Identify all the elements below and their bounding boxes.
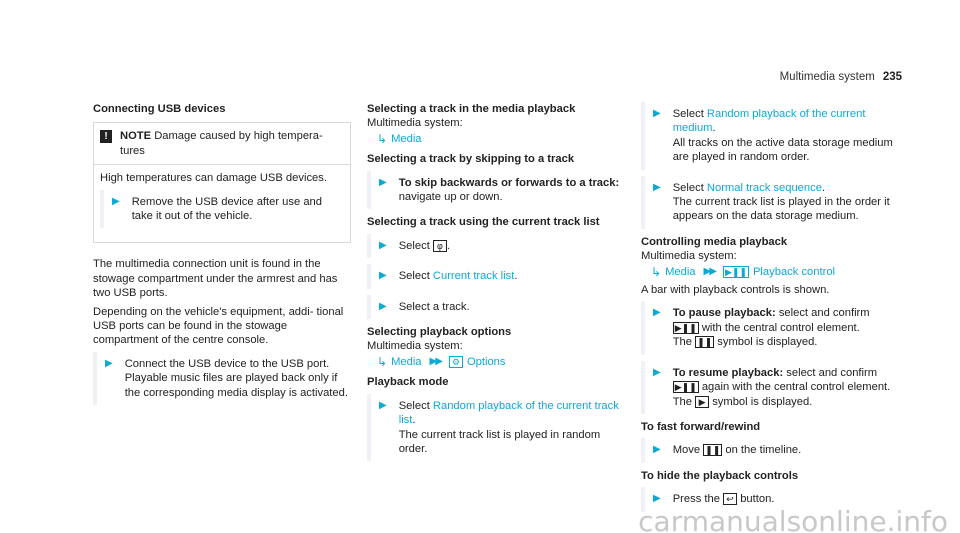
step-normal-sequence (641, 176, 901, 229)
warning-icon: ! (100, 130, 112, 143)
step-select-current-list (367, 264, 625, 288)
step-select-search-text: Select φ . (398, 239, 451, 252)
step-arrow-icon: ▶ (112, 195, 120, 207)
step-random-list (367, 394, 625, 462)
paragraph-connection-unit: The multimedia connection unit is found in the stowage compartment under the armrest and has two USB ports. (93, 258, 338, 300)
search-icon[interactable]: φ (433, 240, 447, 252)
back-icon[interactable]: ↩ (723, 493, 737, 505)
step-random-medium (641, 102, 901, 170)
system-label: Multimedia system: (367, 117, 463, 130)
step-arrow-icon: ▶ (653, 366, 661, 378)
note-heading (120, 129, 344, 158)
heading-controlling-playback: Controlling media playback (641, 235, 788, 248)
step-skip-text (399, 176, 625, 205)
pause-icon[interactable]: ❚❚ (705, 445, 721, 456)
step-resume-b: again with the central control element. (701, 381, 891, 394)
step-move-a: Move (672, 444, 701, 457)
step-pause-d: symbol is displayed. (717, 336, 818, 349)
step-random-medium-desc: All tracks on the active data storage medium are played in random order. (672, 136, 893, 164)
paragraph-controls-shown: A bar with playback controls is shown. (641, 284, 830, 297)
path-arrow-icon: ↳ (377, 354, 388, 369)
step-arrow-icon: ▶ (379, 300, 387, 312)
step-arrow-icon: ▶ (105, 357, 113, 369)
column-1 (93, 102, 351, 411)
play-pause-icon[interactable]: ▶❚❚ (724, 266, 747, 277)
step-resume-text (673, 366, 891, 409)
step-resume-d: symbol is displayed. (712, 395, 813, 408)
step-connect-text: Connect the USB device to the USB port. Playable music files are played back only if the corresponding media display is activated. (124, 357, 348, 399)
step-select-word: Select (398, 399, 430, 412)
step-skip (367, 171, 625, 210)
step-select-word: Select (398, 239, 430, 252)
step-resume (641, 361, 901, 414)
step-select-word: Select (672, 108, 704, 120)
play-pause-icon[interactable]: ▶❚❚ (674, 322, 697, 333)
page-header (780, 70, 902, 84)
heading-playback-mode: Playback mode (367, 376, 449, 389)
section-title: Multimedia system (779, 71, 875, 83)
column-3 (641, 102, 901, 518)
path-media-link[interactable]: Media (391, 355, 422, 368)
note-title: Damage caused by high tempera- tures (120, 130, 323, 157)
step-arrow-icon: ▶ (653, 108, 661, 119)
note-body: High temperatures can damage USB devices. (100, 172, 327, 185)
step-normal-sequence-desc: The current track list is played in the order it appears on the data storage medium. (672, 196, 890, 223)
step-select-search (367, 234, 625, 258)
random-playback-medium-link[interactable]: Random playback of the current medium (672, 108, 866, 135)
step-resume-bold: To resume playback: (672, 366, 784, 379)
step-random-list-text: Select Random playback of the current track list. The current track list is played in random order. (398, 399, 619, 455)
step-normal-sequence-text: Select Normal track sequence. The current track list is played in the order it appears on the data storage medium. (672, 181, 890, 223)
step-arrow-icon: ▶ (379, 239, 387, 251)
note-step (100, 190, 344, 229)
options-gear-icon[interactable]: ⚙ (449, 356, 463, 368)
step-select-word: Select (672, 181, 704, 194)
step-select-track (367, 295, 625, 319)
paragraph-additional-ports: Depending on the vehicle's equipment, addi- tional USB ports can be found in the stowage compartment of the centre console. (93, 305, 344, 347)
menu-path-playback-control (641, 265, 901, 279)
heading-fast-forward: To fast forward/rewind (641, 420, 761, 433)
step-move-timeline (641, 438, 901, 462)
heading-skip-track: Selecting a track by skipping to a track (367, 153, 575, 166)
step-arrow-icon: ▶ (653, 307, 661, 319)
heading-select-track: Selecting a track in the media playback (367, 103, 576, 115)
note-box (93, 122, 351, 243)
step-pause (641, 301, 901, 354)
step-arrow-icon: ▶ (379, 399, 387, 411)
menu-path-options (367, 355, 625, 369)
system-label: Multimedia system: (641, 250, 737, 263)
path-media-link[interactable]: Media (665, 265, 696, 278)
step-pause-text (673, 306, 870, 349)
path-arrow-icon: ↳ (377, 131, 388, 146)
current-track-list-link[interactable]: Current track list (432, 270, 515, 283)
step-pause-a: select and confirm (778, 307, 870, 320)
normal-track-sequence-link[interactable]: Normal track sequence (706, 181, 822, 194)
note-label: NOTE (120, 130, 152, 143)
page-number: 235 (882, 71, 902, 83)
heading-connecting-usb: Connecting USB devices (93, 103, 226, 115)
step-connect-usb (93, 352, 351, 405)
step-pause-c: The (672, 336, 692, 349)
system-label: Multimedia system: (367, 340, 463, 353)
pause-icon: ❚❚ (697, 337, 713, 348)
step-arrow-icon: ▶ (653, 181, 661, 193)
column-2 (367, 102, 625, 467)
step-random-medium-text: Select Random playback of the current medium. All tracks on the active data storage medium are played in random order. (672, 108, 893, 164)
step-select-word: Select (398, 270, 430, 283)
step-current-list-text: Select Current track list. (398, 270, 518, 283)
path-separator-icon: ▶▶ (703, 265, 715, 277)
path-playback-control-link[interactable]: Playback control (752, 265, 836, 278)
step-skip-bold: To skip backwards or forwards to a track: (398, 176, 620, 189)
step-arrow-icon: ▶ (379, 176, 387, 188)
note-step-text: Remove the USB device after use and take it out of the vehicle. (131, 195, 322, 223)
step-arrow-icon: ▶ (653, 444, 661, 456)
step-arrow-icon: ▶ (379, 270, 387, 282)
heading-hide-controls: To hide the playback controls (641, 469, 799, 482)
path-separator-icon: ▶▶ (429, 355, 441, 367)
play-pause-icon[interactable]: ▶❚❚ (674, 382, 697, 393)
step-press-a: Press the (672, 493, 720, 506)
watermark: carmanualsonline.info (638, 504, 948, 533)
step-move-text (673, 443, 802, 457)
step-press-b: button. (740, 493, 775, 506)
step-skip-rest: navigate up or down. (398, 191, 503, 204)
heading-track-list: Selecting a track using the current track list (367, 216, 600, 229)
menu-path-media (367, 132, 625, 146)
note-divider (94, 164, 350, 165)
step-arrow-icon: ▶ (653, 493, 661, 505)
path-options-link[interactable]: Options (466, 355, 506, 368)
step-select-track-text: Select a track. (398, 300, 470, 313)
step-resume-a: select and confirm (786, 366, 878, 379)
heading-playback-options: Selecting playback options (367, 326, 512, 339)
random-playback-list-link[interactable]: Random playback of the current track list (398, 399, 619, 427)
path-media-link[interactable]: Media (391, 132, 422, 145)
note-header (100, 129, 344, 158)
step-pause-b: with the central control element. (701, 321, 860, 334)
step-pause-bold: To pause playback: (672, 307, 776, 320)
step-resume-c: The (672, 395, 692, 408)
play-icon: ▶ (695, 396, 709, 408)
path-arrow-icon: ↳ (651, 264, 662, 279)
step-random-list-desc: The current track list is played in random order. (398, 428, 601, 455)
step-move-b: on the timeline. (725, 444, 802, 457)
